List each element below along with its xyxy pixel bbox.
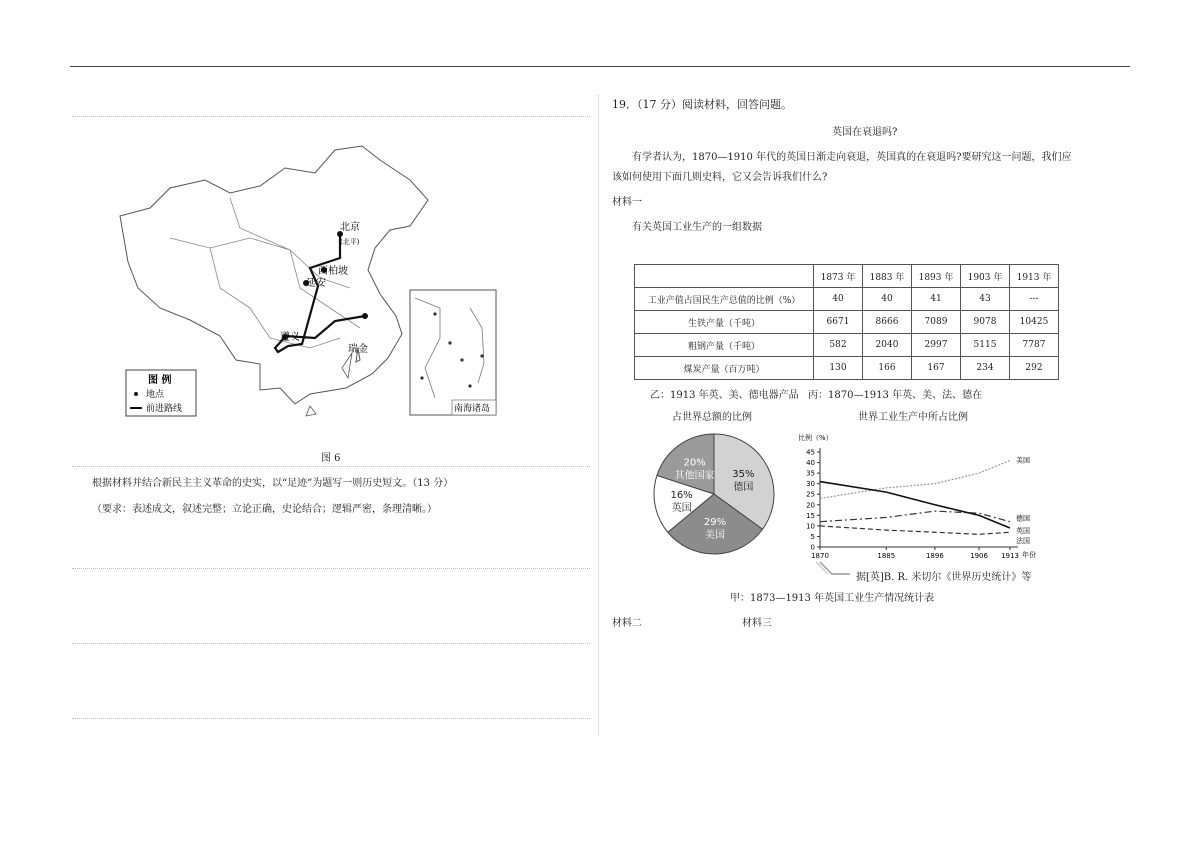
zunyi-label: 遵义 — [280, 332, 300, 343]
table-title: 有关英国工业生产的一组数据 — [632, 222, 762, 233]
y-tick-label: 30 — [806, 480, 815, 489]
answer-line — [72, 116, 590, 117]
inset-island — [433, 312, 436, 315]
pie-value-label: 35% — [732, 469, 755, 481]
y-tick-label: 45 — [806, 448, 815, 457]
material-3-label: 材料三 — [742, 618, 772, 629]
x-tick-label: 1885 — [877, 552, 896, 560]
table-corner — [635, 265, 814, 288]
source-note: 据[英]B. R. 米切尔《世界历史统计》等 — [856, 572, 1032, 583]
table-cell: 9078 — [961, 311, 1010, 334]
y-tick-label: 20 — [806, 501, 815, 510]
pie-slice-label: 美国 — [705, 529, 726, 541]
y-tick-label: 10 — [806, 522, 815, 531]
pie-value-label: 20% — [683, 457, 706, 469]
production-table — [634, 264, 1059, 380]
table-cell: 43 — [961, 288, 1010, 311]
beiping-label: (北平) — [340, 238, 360, 246]
year-header: 1873 年 — [814, 265, 863, 288]
xibaipo-label: 西柏坡 — [318, 266, 348, 277]
pie-slice-label: 其他国家 — [674, 470, 715, 482]
table-cell: 5115 — [961, 334, 1010, 357]
series-label: 法国 — [1016, 537, 1030, 546]
y-tick-label: 35 — [806, 469, 815, 478]
table-cell: 166 — [863, 357, 912, 380]
pie-slice-label: 英国 — [671, 503, 692, 515]
y-tick-label: 5 — [810, 532, 815, 541]
table-row — [635, 357, 1059, 380]
figure-caption: 图 6 — [321, 453, 341, 464]
inset-island — [468, 384, 471, 387]
yanan-label: 延安 — [306, 278, 326, 289]
pie-caption: 乙：1913 年英、美、德电器产品 — [650, 390, 799, 401]
ruijin-label: 瑞金 — [348, 344, 368, 355]
table-cell: 2040 — [863, 334, 912, 357]
ruijin-dot — [362, 313, 368, 319]
legend-route: 前进路线 — [146, 404, 183, 414]
answer-line — [72, 643, 590, 644]
year-header: 1893 年 — [912, 265, 961, 288]
series-line — [820, 526, 1010, 534]
table-cell: 40 — [814, 288, 863, 311]
table-cell: 6671 — [814, 311, 863, 334]
beijing-label: 北京 — [340, 222, 360, 233]
y-tick-label: 15 — [806, 511, 815, 520]
table-cell: 130 — [814, 357, 863, 380]
x-tick-label: 1906 — [970, 552, 988, 560]
top-rule — [70, 66, 1130, 67]
table-cell: 10425 — [1010, 311, 1059, 334]
year-header: 1913 年 — [1010, 265, 1059, 288]
table-cell: 8666 — [863, 311, 912, 334]
y-tick-label: 40 — [806, 459, 815, 468]
table-cell: 7089 — [912, 311, 961, 334]
requirements-text: （要求：表述成文，叙述完整；立论正确，史论结合；逻辑严密，条理清晰。） — [92, 504, 437, 515]
series-label: 美国 — [1016, 456, 1030, 465]
pie-caption-2: 占世界总额的比例 — [672, 412, 752, 423]
pie-slice-label: 德国 — [733, 482, 754, 494]
x-tick-label: 1896 — [925, 552, 944, 560]
table-row — [635, 311, 1059, 334]
year-header: 1883 年 — [863, 265, 912, 288]
x-tick-label: 1870 — [811, 552, 829, 560]
x-axis-label: 年份 — [1022, 551, 1036, 559]
pie-value-label: 16% — [670, 490, 693, 502]
table-cell: 234 — [961, 357, 1010, 380]
table-row — [635, 334, 1059, 357]
arrow-icon — [814, 560, 854, 578]
answer-line — [72, 466, 590, 467]
row-label: 粗钢产量（千吨） — [635, 334, 814, 357]
answer-line — [72, 718, 590, 719]
china-outline — [120, 146, 428, 404]
inset-island — [460, 358, 463, 361]
column-divider — [598, 95, 599, 735]
pie-chart — [650, 428, 780, 562]
series-line — [820, 460, 1010, 498]
intro-line-1: 有学者认为，1870—1910 年代的英国日渐走向衰退，英国真的在衰退吗?要研究这一问题，我们应 — [632, 152, 1072, 163]
south-sea-label: 南海诸岛 — [454, 404, 491, 414]
table-cell: 582 — [814, 334, 863, 357]
table-cell: 2997 — [912, 334, 961, 357]
row-label: 工业产值占国民生产总值的比例（%） — [635, 288, 814, 311]
table-cell: 7787 — [1010, 334, 1059, 357]
stat-caption: 甲：1873—1913 年英国工业生产情况统计表 — [730, 593, 935, 604]
material-1-label: 材料一 — [612, 197, 642, 208]
table-row — [635, 288, 1059, 311]
row-label: 煤炭产量（百万吨） — [635, 357, 814, 380]
table-cell: 40 — [863, 288, 912, 311]
question-header: 19．（17 分）阅读材料，回答问题。 — [612, 98, 792, 111]
inset-island — [448, 341, 451, 344]
answer-line — [72, 568, 590, 569]
line-caption: 丙：1870—1913 年英、美、法、德在 — [808, 390, 983, 401]
table-cell: 167 — [912, 357, 961, 380]
row-label: 生铁产量（千吨） — [635, 311, 814, 334]
y-axis-label: 比例（%） — [798, 434, 833, 442]
passage-title: 英国在衰退吗? — [832, 127, 898, 138]
inset-island — [420, 376, 423, 379]
y-tick-label: 0 — [810, 543, 815, 552]
table-cell: --- — [1010, 288, 1059, 311]
series-line — [820, 482, 1010, 528]
y-tick-label: 25 — [806, 490, 815, 499]
series-label: 英国 — [1016, 527, 1030, 535]
table-header-row — [635, 265, 1059, 288]
question-text: 根据材料并结合新民主主义革命的史实，以“足迹”为题写一则历史短文。（13 分） — [92, 478, 454, 489]
inset-island — [480, 354, 483, 357]
year-header: 1903 年 — [961, 265, 1010, 288]
series-label: 德国 — [1016, 514, 1030, 523]
table-cell: 292 — [1010, 357, 1059, 380]
legend-place: 地点 — [146, 390, 165, 400]
material-2-label: 材料二 — [612, 618, 642, 629]
legend-dot-icon — [134, 392, 138, 396]
line-chart — [790, 430, 1050, 575]
legend-title: 图 例 — [148, 375, 172, 386]
route-map — [110, 138, 500, 423]
pie-value-label: 29% — [703, 516, 727, 528]
line-caption-2: 世界工业生产中所占比例 — [858, 412, 968, 423]
table-cell: 41 — [912, 288, 961, 311]
intro-line-2: 该如何使用下面几则史料，它又会告诉我们什么? — [612, 172, 828, 183]
x-tick-label: 1913 — [1001, 552, 1019, 560]
